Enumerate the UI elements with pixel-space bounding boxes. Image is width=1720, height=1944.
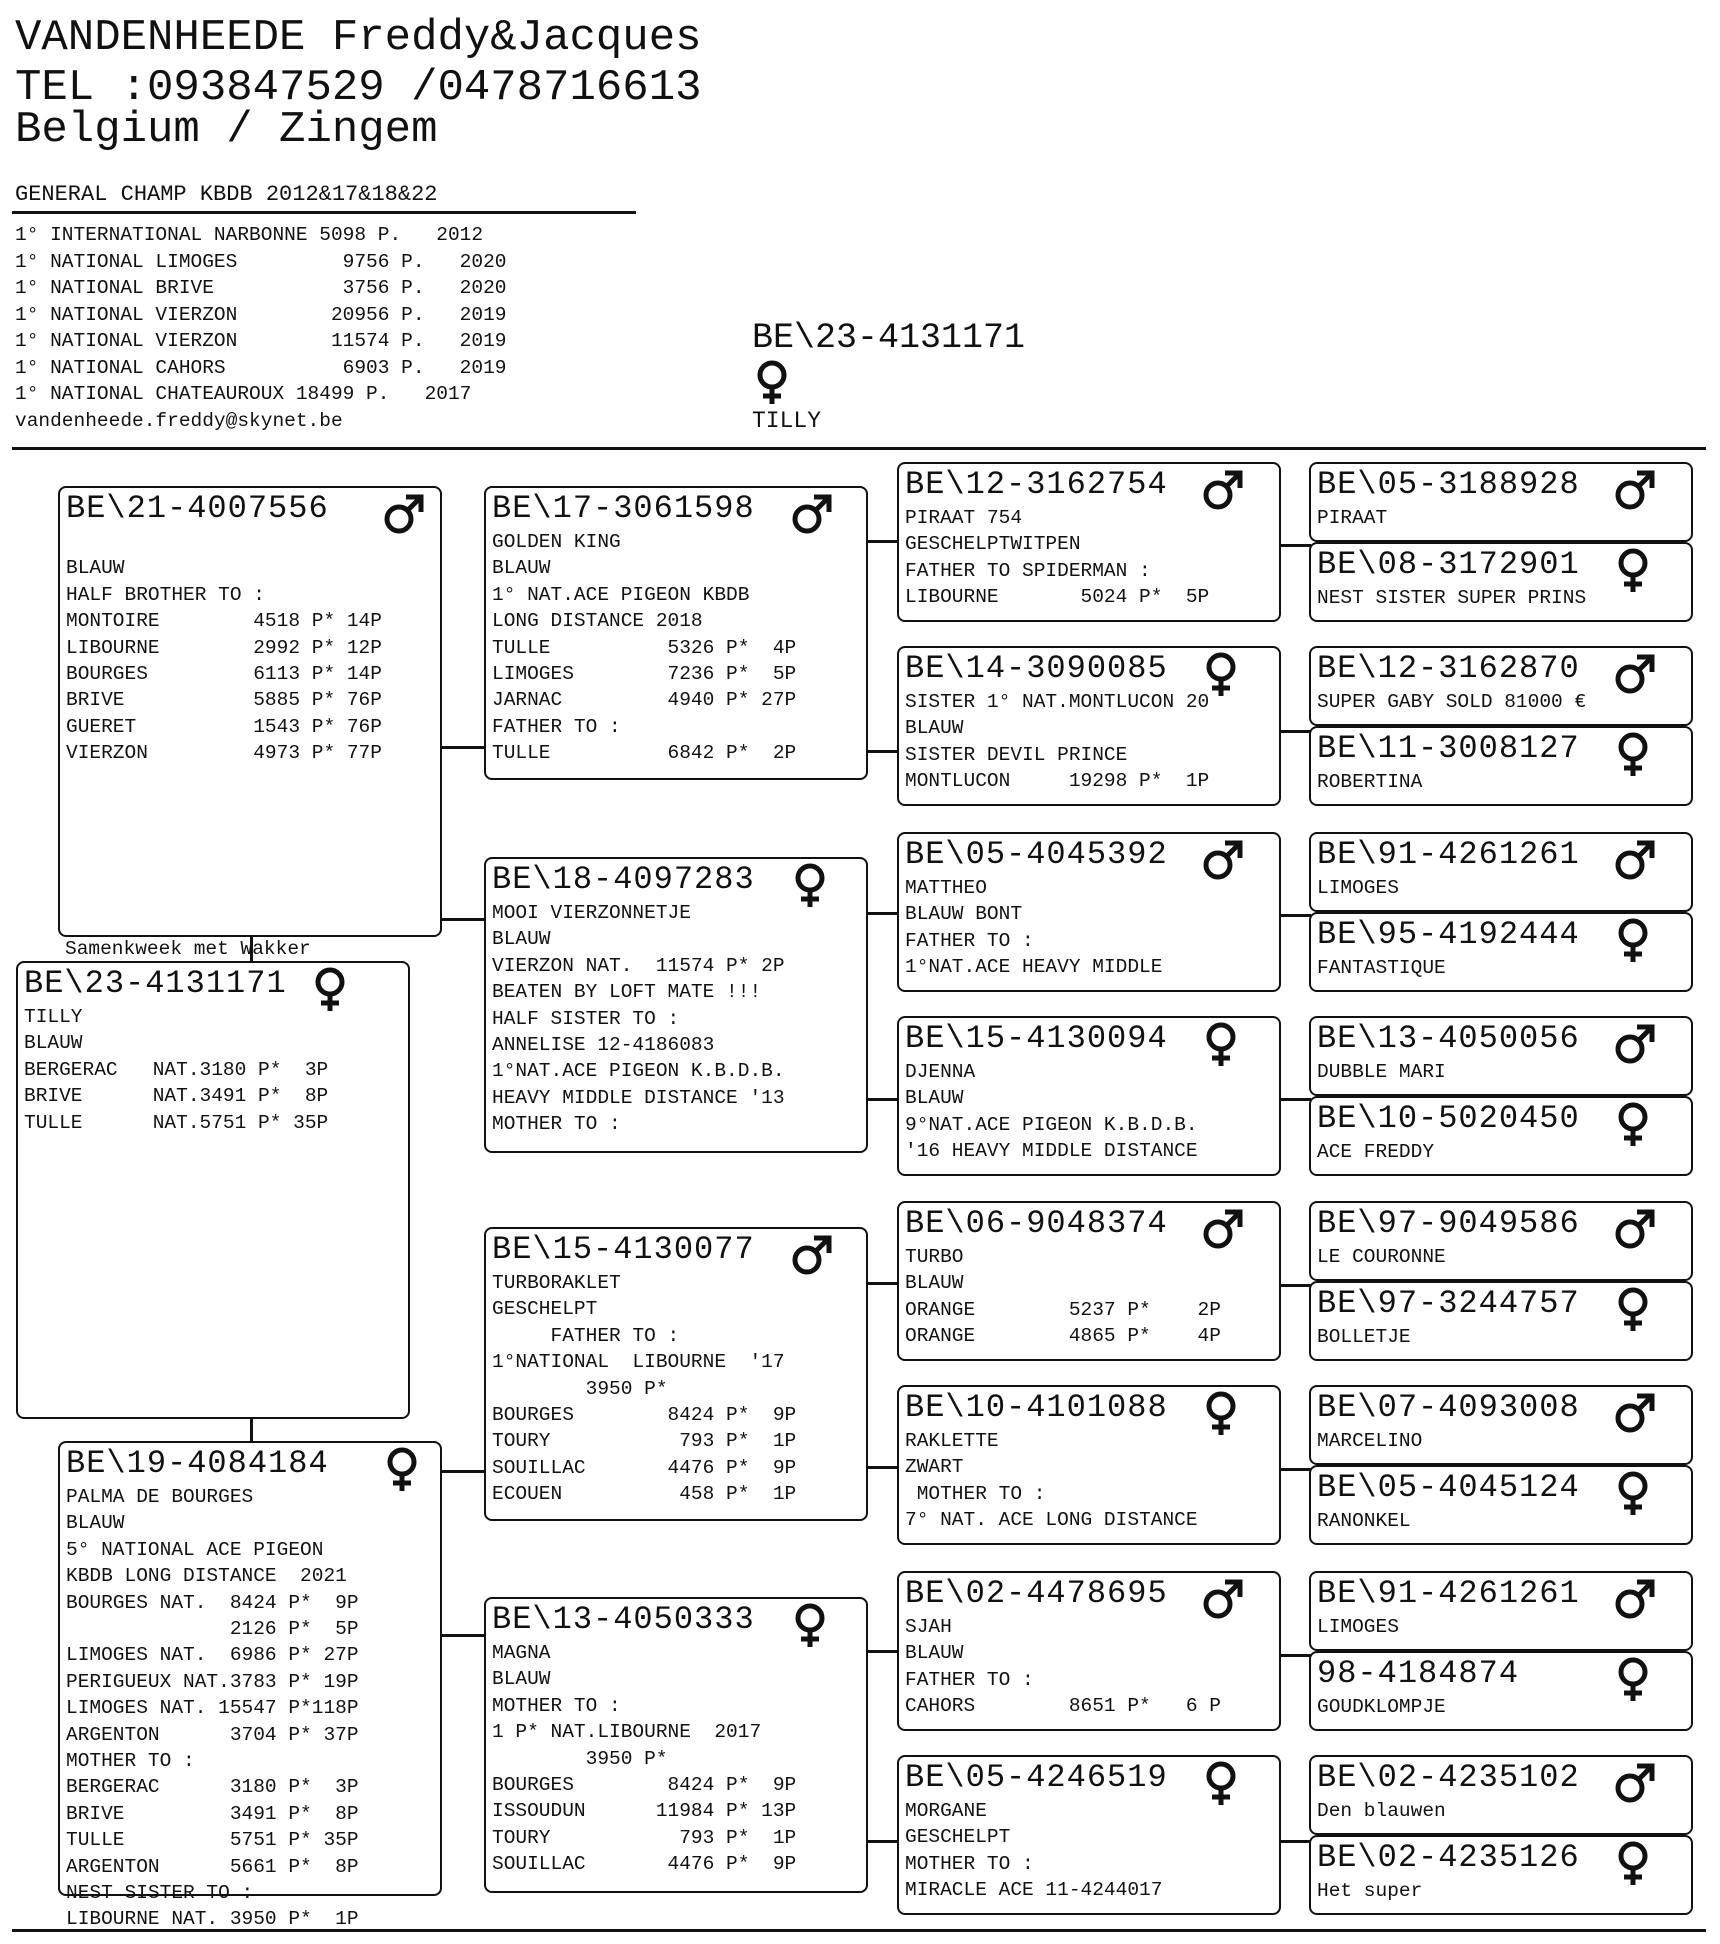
connector	[440, 918, 486, 921]
bird-info-line: Den blauwen	[1317, 1800, 1446, 1822]
bird-info-line: BOURGES NAT. 8424 P* 9P	[66, 1591, 359, 1614]
bird-info-line: SJAH	[905, 1616, 952, 1638]
bird-info-line: SUPER GABY SOLD 81000 €	[1317, 691, 1587, 713]
female-symbol-icon	[1613, 732, 1657, 784]
bird-info-line: ORANGE 4865 P* 4P	[905, 1325, 1221, 1348]
bird-info-line: PIRAAT	[1317, 507, 1388, 529]
ring-number: BE\02-4478695	[905, 1575, 1168, 1612]
ring-number: BE\13-4050056	[1317, 1020, 1580, 1057]
bird-info-line: PERIGUEUX NAT.3783 P* 19P	[66, 1670, 359, 1693]
connector	[866, 540, 898, 543]
female-symbol-icon	[1613, 1841, 1657, 1893]
bird-info-line: BLAUW	[905, 1642, 964, 1665]
ring-number: BE\10-5020450	[1317, 1100, 1580, 1137]
male-symbol-icon	[1201, 1207, 1245, 1259]
bird-info-line: ANNELISE 12-4186083	[492, 1034, 715, 1056]
male-symbol-icon	[382, 492, 426, 544]
bird-info-line: BRIVE 5885 P* 76P	[66, 689, 382, 712]
ring-number: BE\19-4084184	[66, 1445, 329, 1482]
pedigree-card-great-grand-dam	[1309, 1281, 1693, 1361]
bird-info-line: LIBOURNE NAT. 3950 P* 1P	[66, 1908, 359, 1931]
pedigree-card-great-grand-sire	[1309, 1385, 1693, 1465]
bird-info-line: MONTLUCON 19298 P* 1P	[905, 770, 1210, 793]
female-symbol-icon	[790, 863, 834, 915]
bird-info-line: LONG DISTANCE 2018	[492, 610, 703, 633]
bird-info-line: LIBOURNE 2992 P* 12P	[66, 636, 382, 659]
bird-info-line: FANTASTIQUE	[1317, 957, 1446, 979]
female-symbol-icon	[1613, 1471, 1657, 1523]
pedigree-card-great-grand-dam	[1309, 1096, 1693, 1176]
bird-info-line: RAKLETTE	[905, 1430, 999, 1452]
connector	[1279, 1654, 1311, 1657]
ring-number: BE\15-4130077	[492, 1231, 755, 1268]
bird-info-line: ARGENTON 3704 P* 37P	[66, 1723, 359, 1746]
pedigree-card-self	[16, 961, 410, 1419]
pedigree-card-great-grand-sire	[1309, 832, 1693, 912]
header-divider	[12, 447, 1706, 450]
connector	[1279, 1468, 1311, 1471]
connector	[440, 746, 486, 749]
male-symbol-icon	[1201, 838, 1245, 890]
bird-info-line: BLAUW	[492, 557, 551, 580]
connector	[866, 1098, 898, 1101]
result-line: 1° NATIONAL VIERZON 11574 P. 2019	[15, 330, 507, 352]
pedigree-card-sire	[484, 1227, 868, 1521]
bird-info-line: TOURY 793 P* 1P	[492, 1430, 797, 1453]
ring-number: BE\06-9048374	[905, 1205, 1168, 1242]
male-symbol-icon	[1613, 1391, 1657, 1443]
ring-number: BE\05-4045124	[1317, 1469, 1580, 1506]
pedigree-card-dam	[897, 646, 1281, 806]
female-symbol-icon	[1613, 1657, 1657, 1709]
ring-number: BE\05-4246519	[905, 1759, 1168, 1796]
ring-number: BE\07-4093008	[1317, 1389, 1580, 1426]
bird-info-line: RANONKEL	[1317, 1510, 1411, 1532]
connector	[866, 1466, 898, 1469]
bird-info-line: CAHORS 8651 P* 6 P	[905, 1695, 1221, 1718]
pedigree-card-great-grand-dam	[1309, 1835, 1693, 1915]
bird-info-line: PIRAAT 754	[905, 507, 1023, 529]
subject-ring: BE\23-4131171	[752, 318, 1026, 358]
male-symbol-icon	[1613, 1022, 1657, 1074]
bird-info-line: BLAUW	[905, 717, 964, 740]
pedigree-card-dam	[897, 1385, 1281, 1545]
pedigree-card-great-grand-dam	[1309, 1651, 1693, 1731]
bird-info-line: 7° NAT. ACE LONG DISTANCE	[905, 1509, 1198, 1532]
female-symbol-icon	[1613, 1287, 1657, 1339]
ring-number: BE\10-4101088	[905, 1389, 1168, 1426]
bird-info-line: VIERZON 4973 P* 77P	[66, 742, 382, 765]
connector	[1279, 730, 1311, 733]
ring-number: BE\15-4130094	[905, 1020, 1168, 1057]
female-symbol-icon	[1201, 1022, 1245, 1074]
bird-info-line: 1°NAT.ACE PIGEON K.B.D.B.	[492, 1060, 785, 1083]
bird-info-line: TURBO	[905, 1246, 964, 1268]
result-line: 1° NATIONAL CAHORS 6903 P. 2019	[15, 356, 507, 379]
bird-info-line: DJENNA	[905, 1061, 976, 1083]
bird-info-line: GOUDKLOMPJE	[1317, 1696, 1446, 1718]
ring-number: BE\23-4131171	[24, 965, 287, 1002]
result-line: 1° INTERNATIONAL NARBONNE 5098 P. 2012	[15, 224, 484, 246]
female-symbol-icon	[1613, 918, 1657, 970]
bird-info-line: 5° NATIONAL ACE PIGEON	[66, 1538, 324, 1561]
male-symbol-icon	[790, 1233, 834, 1285]
bird-info-line: 9°NAT.ACE PIGEON K.B.D.B.	[905, 1113, 1198, 1136]
bird-info-line: TURBORAKLET	[492, 1272, 621, 1294]
breeding-note: Samenkweek met Wakker	[65, 938, 311, 960]
bird-info-line: MOTHER TO :	[905, 1482, 1046, 1505]
bird-info-line: 1°NATIONAL LIBOURNE '17	[492, 1351, 785, 1374]
bird-info-line: MARCELINO	[1317, 1430, 1423, 1452]
male-symbol-icon	[1613, 468, 1657, 520]
bird-info-line: 1° NAT.ACE PIGEON KBDB	[492, 583, 750, 606]
bird-info-line: SOUILLAC 4476 P* 9P	[492, 1456, 797, 1479]
bird-info-line: BLAUW	[66, 1512, 125, 1535]
male-symbol-icon	[790, 492, 834, 544]
bird-info-line: BLAUW	[905, 1087, 964, 1110]
bird-info-line: KBDB LONG DISTANCE 2021	[66, 1565, 347, 1588]
bird-info-line: 1 P* NAT.LIBOURNE 2017	[492, 1721, 762, 1744]
bird-info-line: TULLE 5751 P* 35P	[66, 1829, 359, 1852]
bird-info-line: LIMOGES NAT. 6986 P* 27P	[66, 1644, 359, 1667]
bird-info-line: ORANGE 5237 P* 2P	[905, 1298, 1221, 1321]
connector	[866, 1840, 898, 1843]
pedigree-card-sire	[897, 832, 1281, 992]
bird-info-line: HALF SISTER TO :	[492, 1007, 680, 1030]
result-line: 1° NATIONAL BRIVE 3756 P. 2020	[15, 277, 507, 299]
ring-number: BE\14-3090085	[905, 650, 1168, 687]
bird-info-line: ZWART	[905, 1456, 964, 1479]
result-line: 1° NATIONAL LIMOGES 9756 P. 2020	[15, 250, 507, 273]
bird-info-line: GUERET 1543 P* 76P	[66, 715, 382, 738]
pedigree-card-great-grand-dam	[1309, 1465, 1693, 1545]
bird-info-line: GOLDEN KING	[492, 531, 621, 553]
bird-info-line: BRIVE 3491 P* 8P	[66, 1802, 359, 1825]
ring-number: BE\11-3008127	[1317, 730, 1580, 767]
bird-info-line: ARGENTON 5661 P* 8P	[66, 1855, 359, 1878]
ring-number: BE\91-4261261	[1317, 836, 1580, 873]
bird-info-line: 3950 P*	[492, 1747, 668, 1770]
bird-info-line: ISSOUDUN 11984 P* 13P	[492, 1800, 797, 1823]
bird-info-line: MOTHER TO :	[905, 1852, 1034, 1875]
champion-title: GENERAL CHAMP KBDB 2012&17&18&22	[15, 182, 438, 207]
pedigree-card-great-grand-sire	[1309, 1016, 1693, 1096]
results-list	[15, 222, 506, 434]
connector	[440, 1634, 486, 1637]
bird-info-line: FATHER TO :	[492, 715, 621, 738]
bird-info-line: ACE FREDDY	[1317, 1141, 1435, 1163]
ring-number: BE\91-4261261	[1317, 1575, 1580, 1612]
bird-info-line: PALMA DE BOURGES	[66, 1486, 254, 1508]
ring-number: BE\21-4007556	[66, 490, 329, 527]
bird-info-line: MONTOIRE 4518 P* 14P	[66, 610, 382, 633]
bird-info-line: BLAUW BONT	[905, 903, 1023, 926]
pedigree-card-great-grand-sire	[1309, 1755, 1693, 1835]
bird-info-line: GESCHELPT	[492, 1298, 598, 1321]
ring-number: BE\13-4050333	[492, 1601, 755, 1638]
bird-info-line: SISTER DEVIL PRINCE	[905, 743, 1128, 766]
result-line: 1° NATIONAL CHATEAUROUX 18499 P. 2017	[15, 383, 472, 405]
bird-info-line: TULLE 5326 P* 4P	[492, 636, 797, 659]
bird-info-line: LIMOGES	[1317, 877, 1399, 899]
bird-info-line: TULLE NAT.5751 P* 35P	[24, 1111, 329, 1134]
ring-number: BE\95-4192444	[1317, 916, 1580, 953]
bird-info-line: SOUILLAC 4476 P* 9P	[492, 1853, 797, 1876]
bird-info-line: BLAUW	[66, 557, 125, 580]
ring-number: BE\97-9049586	[1317, 1205, 1580, 1242]
bird-info-line: ECOUEN 458 P* 1P	[492, 1483, 797, 1506]
bird-info-line: NEST SISTER TO :	[66, 1882, 254, 1904]
bird-info-line: FATHER TO :	[492, 1324, 680, 1347]
female-symbol-icon	[382, 1447, 426, 1499]
bird-info-line: BOURGES 8424 P* 9P	[492, 1774, 797, 1796]
ring-number: BE\08-3172901	[1317, 546, 1580, 583]
female-symbol-icon	[1201, 1761, 1245, 1813]
email: vandenheede.freddy@skynet.be	[15, 409, 343, 432]
male-symbol-icon	[1201, 468, 1245, 520]
bird-info-line: FATHER TO SPIDERMAN :	[905, 559, 1151, 582]
bird-info-line: HEAVY MIDDLE DISTANCE '13	[492, 1086, 785, 1109]
bird-info-line: JARNAC 4940 P* 27P	[492, 689, 797, 712]
pedigree-card-great-grand-dam	[1309, 726, 1693, 806]
connector	[866, 750, 898, 753]
bird-info-line: '16 HEAVY MIDDLE DISTANCE	[905, 1140, 1198, 1163]
bird-info-line: Het super	[1317, 1880, 1423, 1902]
bird-info-line: 2126 P* 5P	[66, 1618, 359, 1640]
male-symbol-icon	[1613, 652, 1657, 704]
bird-info-line: LIBOURNE 5024 P* 5P	[905, 586, 1210, 609]
result-line: 1° NATIONAL VIERZON 20956 P. 2019	[15, 303, 507, 326]
bird-info-line: BOLLETJE	[1317, 1326, 1411, 1348]
bird-info-line: MOTHER TO :	[492, 1694, 621, 1717]
male-symbol-icon	[1201, 1577, 1245, 1629]
male-symbol-icon	[1613, 1577, 1657, 1629]
male-symbol-icon	[1613, 1207, 1657, 1259]
pedigree-card-great-grand-sire	[1309, 646, 1693, 726]
champion-underline	[12, 211, 636, 214]
pedigree-card-sire	[897, 462, 1281, 622]
connector	[866, 1282, 898, 1285]
bird-info-line: TOURY 793 P* 1P	[492, 1826, 797, 1849]
pedigree-card-dam	[484, 1597, 868, 1893]
bird-info-line: MORGANE	[905, 1800, 987, 1822]
pedigree-card-sire	[484, 486, 868, 780]
connector	[1279, 544, 1311, 547]
connector	[866, 1650, 898, 1653]
bird-info-line: MOTHER TO :	[66, 1750, 195, 1772]
connector	[1279, 914, 1311, 917]
pedigree-card-great-grand-dam	[1309, 912, 1693, 992]
female-symbol-icon	[790, 1603, 834, 1655]
bird-info-line: FATHER TO :	[905, 1668, 1034, 1691]
breeder-location: Belgium / Zingem	[15, 105, 438, 155]
connector	[1279, 1284, 1311, 1287]
ring-number: BE\12-3162870	[1317, 650, 1580, 687]
bird-info-line: LIMOGES 7236 P* 5P	[492, 663, 797, 685]
female-symbol-icon	[1201, 1391, 1245, 1443]
bird-info-line: BERGERAC NAT.3180 P* 3P	[24, 1058, 329, 1081]
bird-info-line: TILLY	[24, 1006, 83, 1028]
female-symbol-icon	[310, 967, 354, 1019]
pedigree-card-great-grand-sire	[1309, 1201, 1693, 1281]
male-symbol-icon	[1613, 838, 1657, 890]
bird-info-line: MAGNA	[492, 1642, 551, 1664]
ring-number: 98-4184874	[1317, 1655, 1520, 1692]
bird-info-line: LIMOGES NAT. 15547 P*118P	[66, 1697, 359, 1720]
pedigree-card-sire	[897, 1201, 1281, 1361]
pedigree-card-great-grand-dam	[1309, 542, 1693, 622]
female-symbol-icon	[1613, 548, 1657, 600]
bird-info-line: BERGERAC 3180 P* 3P	[66, 1776, 359, 1799]
bird-info-line: 1°NAT.ACE HEAVY MIDDLE	[905, 956, 1163, 979]
bird-info-line: VIERZON NAT. 11574 P* 2P	[492, 954, 785, 977]
bird-info-line: MOOI VIERZONNETJE	[492, 902, 691, 924]
bird-info-line: GESCHELPTWITPEN	[905, 533, 1081, 556]
male-symbol-icon	[1613, 1761, 1657, 1813]
subject-name: TILLY	[752, 408, 822, 434]
breeder-phone: TEL :093847529 /0478716613	[15, 63, 702, 113]
ring-number: BE\18-4097283	[492, 861, 755, 898]
ring-number: BE\12-3162754	[905, 466, 1168, 503]
female-symbol-icon	[1613, 1102, 1657, 1154]
connector	[1279, 1098, 1311, 1101]
bird-info-line: ROBERTINA	[1317, 771, 1423, 793]
bird-info-line: BRIVE NAT.3491 P* 8P	[24, 1085, 329, 1108]
bird-info-line: BOURGES 8424 P* 9P	[492, 1404, 797, 1426]
ring-number: BE\97-3244757	[1317, 1285, 1580, 1322]
female-symbol-icon	[752, 360, 796, 411]
ring-number: BE\05-3188928	[1317, 466, 1580, 503]
bird-info-line: SISTER 1° NAT.MONTLUCON 20	[905, 691, 1210, 713]
bird-info-line: MIRACLE ACE 11-4244017	[905, 1879, 1163, 1902]
bird-info-line: DUBBLE MARI	[1317, 1061, 1446, 1083]
pedigree-card-father	[58, 486, 442, 937]
ring-number: BE\02-4235102	[1317, 1759, 1580, 1796]
pedigree-card-dam	[484, 857, 868, 1153]
pedigree-card-dam	[897, 1755, 1281, 1915]
bird-info-line: GESCHELPT	[905, 1826, 1011, 1849]
bird-info-line: BOURGES 6113 P* 14P	[66, 663, 382, 685]
pedigree-card-great-grand-sire	[1309, 1571, 1693, 1651]
pedigree-card-mother	[58, 1441, 442, 1931]
pedigree-card-sire	[897, 1571, 1281, 1731]
bird-info-line: NEST SISTER SUPER PRINS	[1317, 587, 1587, 609]
connector	[1279, 1840, 1311, 1843]
bird-info-line: BLAUW	[492, 928, 551, 951]
bird-info-line: BLAUW	[24, 1032, 83, 1055]
connector	[866, 912, 898, 915]
bird-info-line: BEATEN BY LOFT MATE !!!	[492, 981, 762, 1004]
bird-info-line: 3950 P*	[492, 1377, 668, 1400]
bird-info-line: BLAUW	[905, 1272, 964, 1295]
bird-info-line: TULLE 6842 P* 2P	[492, 742, 797, 765]
bird-info-line: HALF BROTHER TO :	[66, 583, 265, 606]
bird-info-line: MOTHER TO :	[492, 1113, 621, 1136]
pedigree-card-great-grand-sire	[1309, 462, 1693, 542]
connector	[250, 1418, 253, 1442]
ring-number: BE\05-4045392	[905, 836, 1168, 873]
bird-info-line: MATTHEO	[905, 877, 987, 899]
bird-info-line: LIMOGES	[1317, 1616, 1399, 1638]
bird-info-line: BLAUW	[492, 1668, 551, 1691]
pedigree-card-dam	[897, 1016, 1281, 1176]
bird-info-line: FATHER TO :	[905, 929, 1034, 952]
ring-number: BE\02-4235126	[1317, 1839, 1580, 1876]
connector	[440, 1470, 486, 1473]
bird-info-line: LE COURONNE	[1317, 1246, 1446, 1268]
breeder-name: VANDENHEEDE Freddy&Jacques	[15, 13, 702, 63]
ring-number: BE\17-3061598	[492, 490, 755, 527]
